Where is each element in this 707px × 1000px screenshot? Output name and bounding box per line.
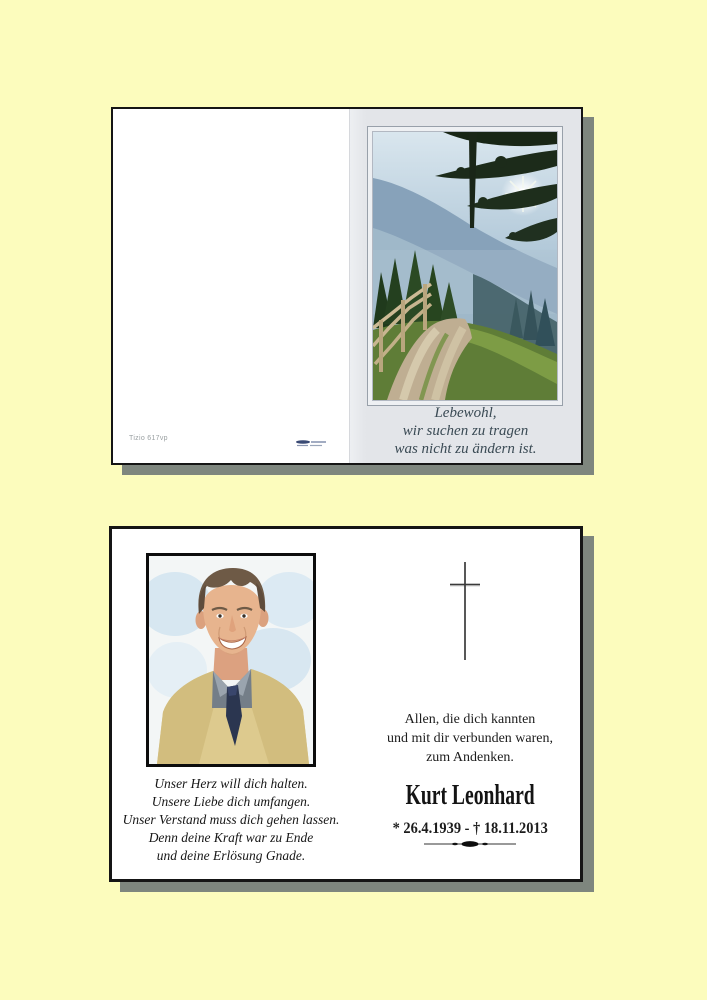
portrait-photo [149,556,313,764]
dedication-text [370,710,570,767]
deceased-name [370,780,570,812]
memorial-card-outer [111,107,583,465]
outer-back-page [113,109,349,463]
ornament-divider-icon [422,839,518,849]
life-dates-text: * 26.4.1939 - † 18.11.2013 [392,820,548,837]
poem-line: und deine Erlösung Gnade. [156,848,306,863]
memorial-card-inner [109,526,583,882]
dedication-line: und mit dir verbunden waren, [386,731,553,746]
mountain-path-photo [372,131,558,401]
landscape-photo-frame [367,126,563,406]
verse-line: Lebewohl, [434,405,497,421]
poem-line: Unser Verstand muss dich gehen lassen. [122,812,340,827]
poem-line: Unser Herz will dich halten. [154,776,308,791]
poem-line: Denn deine Kraft war zu Ende [148,830,314,845]
dedication-line: Allen, die dich kannten [404,712,536,727]
deceased-name-text: Kurt Leonhard [405,780,535,811]
publisher-code: Tizio 617vp [129,435,168,442]
verse-line: wir suchen zu tragen [402,423,529,439]
verse-line: was nicht zu ändern ist. [394,441,537,457]
memorial-poem [112,775,350,865]
life-dates [360,820,580,838]
printer-logo-icon [292,439,330,449]
outer-front-page [349,109,581,463]
farewell-verse [350,404,581,458]
poem-line: Unsere Liebe dich umfangen. [151,794,311,809]
cross-icon [444,561,488,663]
dedication-line: zum Andenken. [426,750,514,765]
portrait-photo-frame [146,553,316,767]
